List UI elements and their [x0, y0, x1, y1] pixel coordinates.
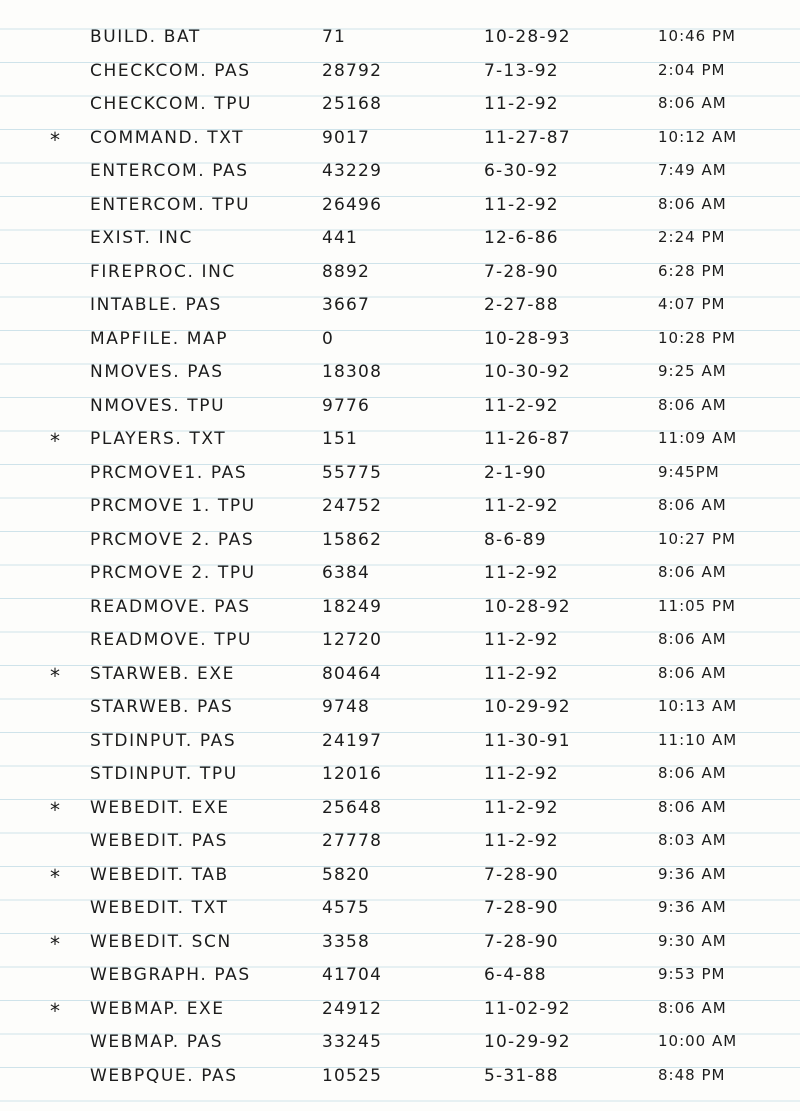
file-date: 11-2-92	[484, 563, 559, 583]
file-size: 0	[322, 328, 335, 349]
list-item	[0, 222, 800, 256]
list-item	[0, 490, 800, 524]
file-date: 11-02-92	[484, 998, 571, 1019]
list-item	[0, 825, 800, 859]
file-size: 18308	[322, 362, 383, 382]
list-item	[0, 624, 800, 658]
marker-asterisk: *	[50, 864, 60, 889]
file-size: 441	[322, 228, 359, 248]
file-name: PLAYERS. TXT	[90, 429, 227, 449]
file-date: 11-2-92	[484, 663, 559, 684]
file-size: 9776	[322, 395, 371, 416]
file-date: 8-6-89	[484, 529, 547, 550]
file-time: 11:09 AM	[658, 429, 738, 447]
file-name: PRCMOVE 2. PAS	[90, 529, 255, 550]
file-time: 10:46 PM	[658, 27, 736, 45]
file-time: 8:06 AM	[658, 194, 727, 213]
file-time: 2:24 PM	[658, 228, 726, 246]
file-name: INTABLE. PAS	[90, 295, 222, 315]
list-item	[0, 88, 800, 122]
file-time: 8:06 AM	[658, 663, 727, 682]
marker-asterisk: *	[50, 127, 60, 152]
marker-asterisk: *	[50, 797, 60, 822]
list-item	[0, 1060, 800, 1094]
file-time: 9:25 AM	[658, 362, 727, 380]
list-item	[0, 758, 800, 792]
file-date: 7-13-92	[484, 60, 559, 81]
file-name: NMOVES. TPU	[90, 395, 226, 416]
file-date: 11-2-92	[484, 764, 559, 784]
file-name: STDINPUT. TPU	[90, 764, 238, 784]
list-item	[0, 122, 800, 156]
file-time: 9:45PM	[658, 462, 720, 481]
file-time: 9:53 PM	[658, 965, 726, 983]
file-time: 9:36 AM	[658, 864, 727, 883]
file-date: 11-27-87	[484, 127, 571, 148]
file-name: WEBEDIT. SCN	[90, 931, 232, 952]
file-date: 7-28-90	[484, 261, 559, 282]
list-item	[0, 658, 800, 692]
file-time: 4:07 PM	[658, 295, 726, 313]
file-date: 12-6-86	[484, 228, 559, 248]
file-size: 12720	[322, 630, 383, 650]
file-name: FIREPROC. INC	[90, 261, 236, 282]
marker-asterisk: *	[50, 931, 60, 956]
list-item	[0, 926, 800, 960]
file-size: 3667	[322, 295, 371, 315]
list-item	[0, 993, 800, 1027]
file-time: 8:06 AM	[658, 496, 727, 514]
file-date: 11-2-92	[484, 630, 559, 650]
file-size: 6384	[322, 563, 371, 583]
marker-asterisk: *	[50, 998, 60, 1023]
list-item	[0, 892, 800, 926]
file-date: 11-2-92	[484, 496, 559, 516]
file-date: 5-31-88	[484, 1065, 559, 1086]
file-date: 11-2-92	[484, 831, 559, 851]
file-date: 10-30-92	[484, 362, 571, 382]
file-time: 10:13 AM	[658, 697, 738, 715]
file-name: PRCMOVE 1. TPU	[90, 496, 256, 516]
file-size: 33245	[322, 1032, 383, 1052]
file-name: WEBPQUE. PAS	[90, 1065, 238, 1086]
file-name: PRCMOVE1. PAS	[90, 462, 248, 483]
file-size: 28792	[322, 60, 383, 81]
file-date: 7-28-90	[484, 864, 559, 885]
list-item	[0, 256, 800, 290]
file-name: WEBEDIT. PAS	[90, 831, 229, 851]
file-date: 10-28-92	[484, 596, 571, 617]
list-item	[0, 792, 800, 826]
list-item	[0, 55, 800, 89]
file-date: 11-26-87	[484, 429, 571, 449]
file-size: 3358	[322, 931, 371, 952]
list-item	[0, 323, 800, 357]
file-date: 6-30-92	[484, 161, 559, 181]
file-time: 10:12 AM	[658, 127, 738, 146]
file-size: 25168	[322, 94, 383, 114]
file-name: STDINPUT. PAS	[90, 730, 237, 751]
file-name: WEBEDIT. TXT	[90, 898, 229, 918]
list-item	[0, 390, 800, 424]
file-size: 43229	[322, 161, 383, 181]
file-date: 2-1-90	[484, 462, 547, 483]
file-size: 5820	[322, 864, 371, 885]
list-item	[0, 189, 800, 223]
file-size: 41704	[322, 965, 383, 985]
file-name: ENTERCOM. TPU	[90, 194, 251, 215]
list-item	[0, 691, 800, 725]
file-time: 10:27 PM	[658, 529, 736, 548]
file-time: 9:36 AM	[658, 898, 727, 916]
file-name: STARWEB. EXE	[90, 663, 235, 684]
file-date: 6-4-88	[484, 965, 547, 985]
file-name: COMMAND. TXT	[90, 127, 245, 148]
file-size: 12016	[322, 764, 383, 784]
file-date: 11-30-91	[484, 730, 571, 751]
file-date: 10-28-93	[484, 328, 571, 349]
file-time: 8:06 AM	[658, 797, 727, 816]
file-size: 80464	[322, 663, 383, 684]
marker-asterisk: *	[50, 663, 60, 688]
file-name: ENTERCOM. PAS	[90, 161, 249, 181]
file-name: STARWEB. PAS	[90, 697, 234, 717]
file-name: WEBEDIT. TAB	[90, 864, 229, 885]
file-time: 8:06 AM	[658, 630, 727, 648]
file-size: 15862	[322, 529, 383, 550]
file-time: 8:03 AM	[658, 831, 727, 849]
file-name: BUILD. BAT	[90, 27, 201, 47]
file-date: 2-27-88	[484, 295, 559, 315]
file-size: 9017	[322, 127, 371, 148]
file-date: 10-29-92	[484, 1032, 571, 1052]
file-name: WEBMAP. PAS	[90, 1032, 224, 1052]
file-name: WEBEDIT. EXE	[90, 797, 230, 818]
file-size: 55775	[322, 462, 383, 483]
file-time: 8:06 AM	[658, 94, 727, 112]
file-name: MAPFILE. MAP	[90, 328, 229, 349]
file-size: 26496	[322, 194, 383, 215]
file-size: 24912	[322, 998, 383, 1019]
file-time: 8:06 AM	[658, 563, 727, 581]
list-item	[0, 959, 800, 993]
file-date: 7-28-90	[484, 931, 559, 952]
file-name: CHECKCOM. TPU	[90, 94, 253, 114]
file-name: NMOVES. PAS	[90, 362, 224, 382]
file-size: 24752	[322, 496, 383, 516]
file-name: EXIST. INC	[90, 228, 193, 248]
file-time: 9:30 AM	[658, 931, 727, 950]
file-size: 9748	[322, 697, 371, 717]
file-time: 8:48 PM	[658, 1065, 726, 1084]
file-name: READMOVE. PAS	[90, 596, 251, 617]
file-date: 10-29-92	[484, 697, 571, 717]
file-size: 8892	[322, 261, 371, 282]
file-time: 8:06 AM	[658, 395, 727, 414]
list-item	[0, 21, 800, 55]
file-date: 10-28-92	[484, 27, 571, 47]
list-item	[0, 457, 800, 491]
file-name: READMOVE. TPU	[90, 630, 253, 650]
file-date: 7-28-90	[484, 898, 559, 918]
list-item	[0, 524, 800, 558]
file-size: 18249	[322, 596, 383, 617]
file-time: 10:00 AM	[658, 1032, 738, 1050]
file-date: 11-2-92	[484, 797, 559, 818]
marker-asterisk: *	[50, 429, 60, 453]
file-time: 7:49 AM	[658, 161, 727, 179]
list-item	[0, 591, 800, 625]
list-item	[0, 859, 800, 893]
file-name: PRCMOVE 2. TPU	[90, 563, 256, 583]
file-time: 11:10 AM	[658, 730, 738, 749]
file-date: 11-2-92	[484, 395, 559, 416]
file-size: 4575	[322, 898, 371, 918]
list-item	[0, 557, 800, 591]
file-date: 11-2-92	[484, 94, 559, 114]
file-name: WEBMAP. EXE	[90, 998, 225, 1019]
file-time: 11:05 PM	[658, 596, 736, 615]
file-time: 8:06 AM	[658, 998, 727, 1017]
file-size: 24197	[322, 730, 383, 751]
list-item	[0, 155, 800, 189]
file-name: WEBGRAPH. PAS	[90, 965, 251, 985]
list-item	[0, 289, 800, 323]
file-time: 8:06 AM	[658, 764, 727, 782]
file-name: CHECKCOM. PAS	[90, 60, 251, 81]
list-item	[0, 356, 800, 390]
file-time: 2:04 PM	[658, 60, 726, 79]
list-item	[0, 1026, 800, 1060]
file-date: 11-2-92	[484, 194, 559, 215]
file-size: 71	[322, 27, 347, 47]
file-size: 25648	[322, 797, 383, 818]
list-item	[0, 423, 800, 457]
file-size: 27778	[322, 831, 383, 851]
file-time: 6:28 PM	[658, 261, 726, 280]
file-size: 151	[322, 429, 359, 449]
file-time: 10:28 PM	[658, 328, 736, 347]
list-item	[0, 725, 800, 759]
file-size: 10525	[322, 1065, 383, 1086]
file-listing	[0, 21, 800, 1093]
